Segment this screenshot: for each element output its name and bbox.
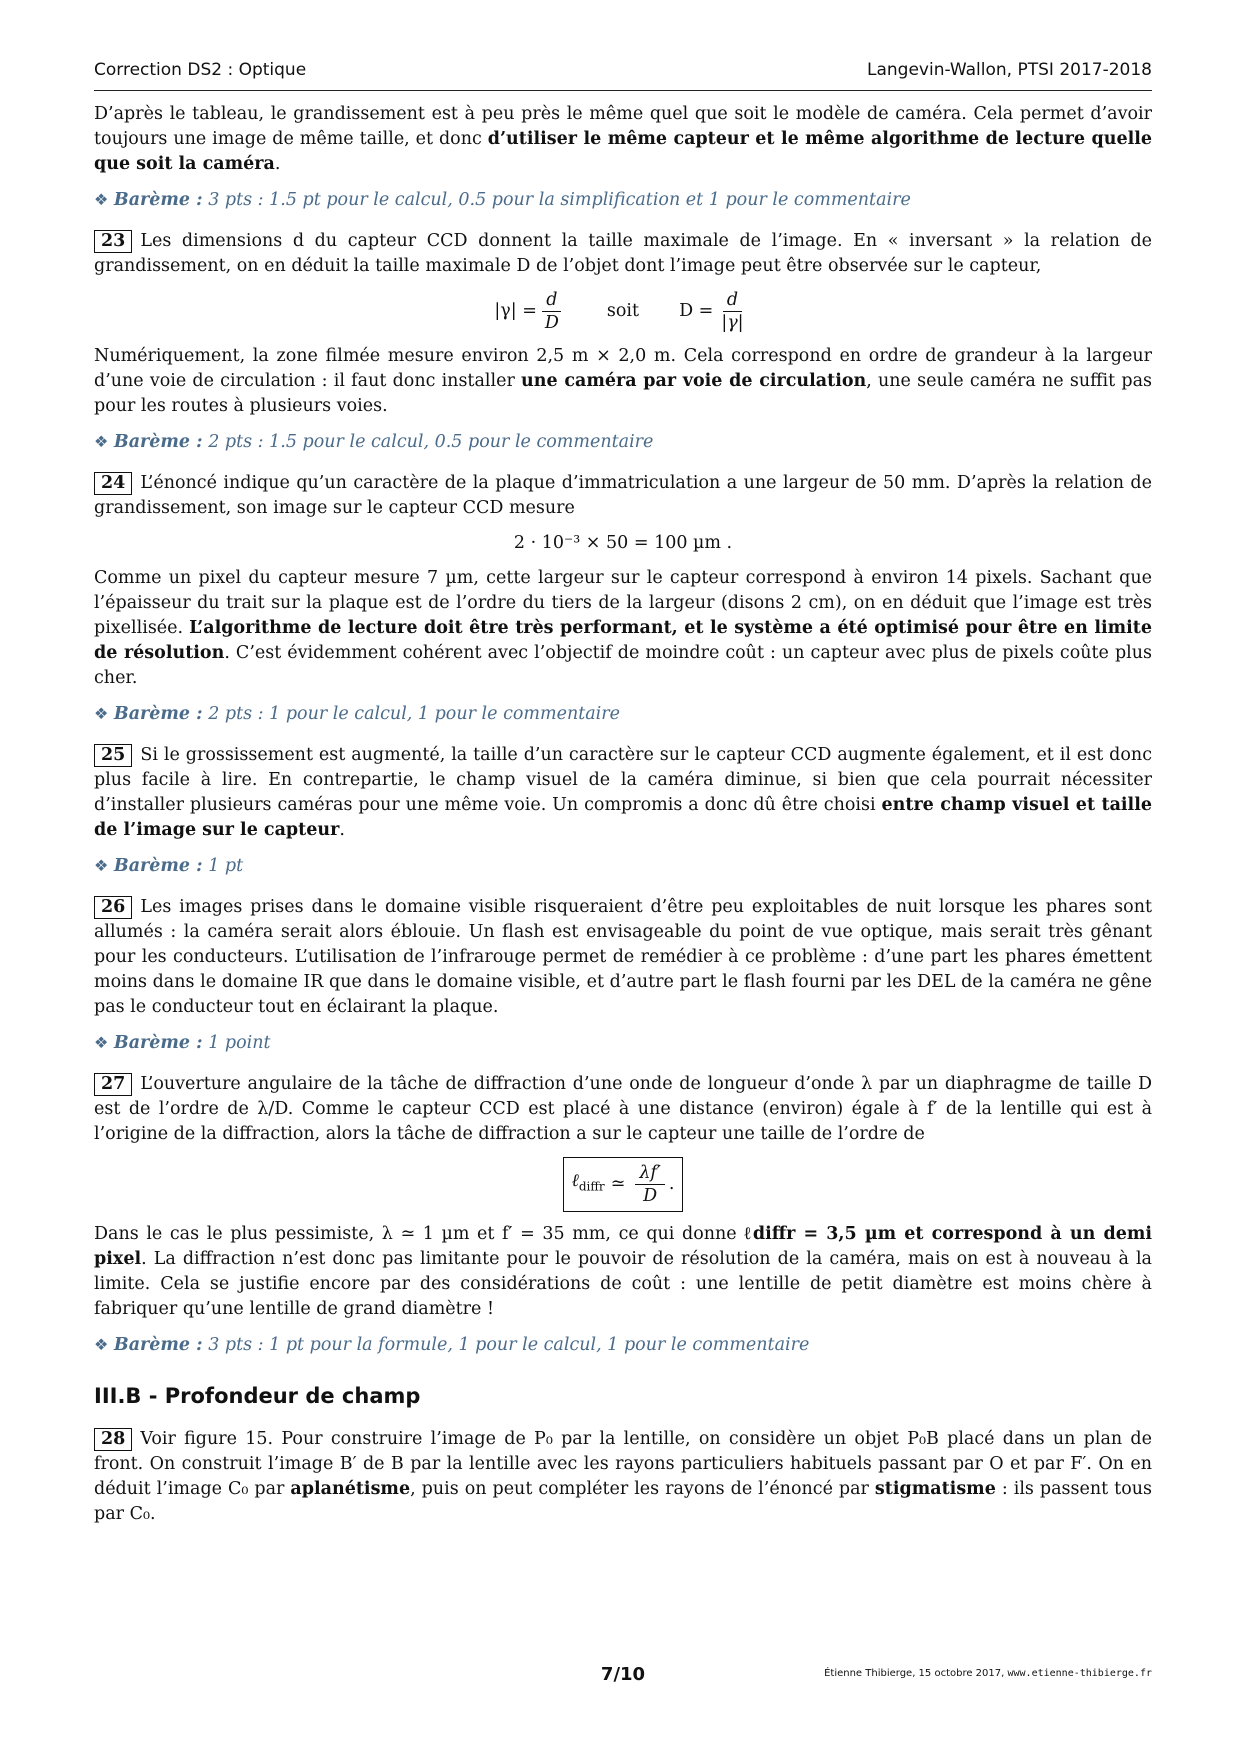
header-right: Langevin-Wallon, PTSI 2017-2018 — [867, 60, 1152, 80]
question-number: 25 — [94, 744, 132, 767]
boxed-result: ℓ$_{diffr}$ ≃ $\frac{\lambda f'}{D}$ . — [563, 1157, 684, 1212]
bareme-23: ❖ Barème : 2 pts : 1.5 pour le calcul, 0.5 pour le commentaire — [94, 432, 654, 452]
question-number: 28 — [94, 1428, 132, 1451]
page-content — [94, 58, 1152, 1527]
question-24: 24 L’énoncé indique qu’un caractère de la plaque d’immatriculation a une largeur de 50 mm. D’après la relation de grandissement, son image sur le capteur CCD mesure — [94, 473, 1152, 518]
section-title: III.B - Profondeur de champ — [94, 1384, 421, 1408]
bareme-0: ❖ Barème : 3 pts : 1.5 pt pour le calcul, 0.5 pour la simplification et 1 pour le commentaire — [94, 190, 911, 210]
header-left: Correction DS2 : Optique — [94, 60, 307, 80]
question-26: 26 Les images prises dans le domaine visible risqueraient d’être peu exploitables de nuit lorsque les phares sont allumés : la caméra serait alors éblouie. Un flash est envisageable du point de vue optique, mais serait très gênant pour les conducteurs. L’utilisation de l’infrarouge permet de remédier à ce problème : d’une part les phares émettent moins dans le domaine IR que dans le domaine visible, et d’autre part le flash fourni par les DEL de la caméra ne gêne pas le conducteur tout en éclairant la plaque. — [94, 897, 1152, 1017]
bareme-27: ❖ Barème : 3 pts : 1 pt pour la formule, 1 pour le calcul, 1 pour le commentaire — [94, 1335, 810, 1355]
bareme-26: ❖ Barème : 1 point — [94, 1033, 271, 1053]
equation-image-size: 2 · 10⁻³ × 50 = 100 µm . — [513, 533, 733, 553]
question-23: 23 Les dimensions d du capteur CCD donnent la taille maximale de l’image. En « inversant » la relation de grandissement, on en déduit la taille maximale D de l’objet dont l’image peut être observée sur le capteur, — [94, 231, 1152, 276]
question-number: 27 — [94, 1073, 132, 1096]
bareme-25: ❖ Barème : 1 pt — [94, 856, 244, 876]
equation-diffraction — [94, 1157, 1152, 1212]
question-number: 23 — [94, 230, 132, 253]
diamond-icon: ❖ — [94, 1033, 109, 1052]
page-header — [94, 58, 1152, 91]
footer-credit: Étienne Thibierge, 15 octobre 2017, www.etienne-thibierge.fr — [824, 1668, 1152, 1679]
bareme-24: ❖ Barème : 2 pts : 1 pour le calcul, 1 pour le commentaire — [94, 704, 620, 724]
question-number: 26 — [94, 896, 132, 919]
author-link[interactable]: www.etienne-thibierge.fr — [1007, 1668, 1152, 1679]
question-23-continued: Numériquement, la zone filmée mesure environ 2,5 m × 2,0 m. Cela correspond en ordre de grandeur à la largeur d’une voie de circulation : il faut donc installer une caméra par voie de circulation, une seule caméra ne suffit pas pour les routes à plusieurs voies. — [94, 346, 1152, 416]
diamond-icon: ❖ — [94, 190, 109, 209]
page-footer — [94, 1664, 1152, 1694]
question-27: 27 L’ouverture angulaire de la tâche de diffraction d’une onde de longueur d’onde λ par un diaphragme de taille D est de l’ordre de λ/D. Comme le capteur CCD est placé à une distance (environ) égale à f′ de la lentille qui est à l’origine de la diffraction, alors la tâche de diffraction a sur le capteur une taille de l’ordre de — [94, 1074, 1152, 1144]
diamond-icon: ❖ — [94, 704, 109, 723]
question-27-continued: Dans le cas le plus pessimiste, λ ≃ 1 µm et f′ = 35 mm, ce qui donne ℓdiffr = 3,5 µm et correspond à un demi pixel. La diffraction n’est donc pas limitante pour le pouvoir de résolution de la caméra, mais on est à nouveau à la limite. Cela se justifie encore par des considérations de coût : une lentille de petit diamètre est moins chère à fabriquer qu’une lentille de grand diamètre ! — [94, 1224, 1152, 1319]
question-28: 28 Voir figure 15. Pour construire l’image de P₀ par la lentille, on considère un objet P₀B placé dans un plan de front. On construit l’image B′ de B par la lentille avec les rayons particuliers habituels passant par O et par F′. On en déduit l’image C₀ par aplanétisme, puis on peut compléter les rayons de l’énoncé par stigmatisme : ils passent tous par C₀. — [94, 1429, 1152, 1524]
question-24-continued: Comme un pixel du capteur mesure 7 µm, cette largeur sur le capteur correspond à environ 14 pixels. Sachant que l’épaisseur du trait sur la plaque est de l’ordre du tiers de la largeur (disons 2 cm), on en déduit que l’image est très pixellisée. L’algorithme de lecture doit être très performant, et le système a été optimisé pour être en limite de résolution. C’est évidemment cohérent avec l’objectif de moindre coût : un capteur avec plus de pixels coûte plus cher. — [94, 568, 1153, 688]
diamond-icon: ❖ — [94, 1335, 109, 1354]
question-25: 25 Si le grossissement est augmenté, la taille d’un caractère sur le capteur CCD augmente également, et il est donc plus facile à lire. En contrepartie, le champ visuel de la caméra diminue, si bien que cela pourrait nécessiter d’installer plusieurs caméras pour une même voie. Un compromis a donc dû être choisi entre champ visuel et taille de l’image sur le capteur. — [94, 745, 1152, 840]
diamond-icon: ❖ — [94, 432, 109, 451]
diamond-icon: ❖ — [94, 856, 109, 875]
page-number: 7/10 — [600, 1664, 646, 1685]
intro-paragraph: D’après le tableau, le grandissement est à peu près le même quel que soit le modèle de caméra. Cela permet d’avoir toujours une image de même taille, et donc d’utiliser le même capteur et le même algorithme de lecture quelle que soit la caméra. — [94, 104, 1153, 174]
question-number: 24 — [94, 472, 132, 495]
equation-gamma: |γ| = $\frac{d}{D}$ soit D = $\frac{d}{|\gamma|}$ — [494, 290, 744, 333]
